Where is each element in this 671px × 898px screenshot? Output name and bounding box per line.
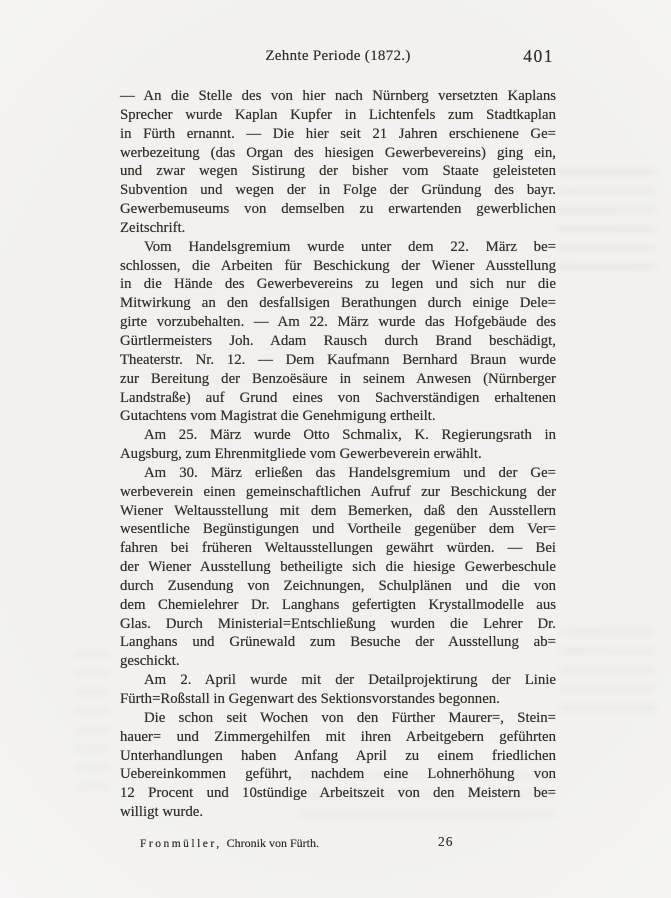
running-title: Zehnte Periode (1872.) — [265, 48, 411, 64]
text-line: in die Hände des Gewerbevereins zu legen und sich nur die — [120, 276, 556, 293]
text-line: dem Chemielehrer Dr. Langhans gefertigten Krystallmodelle aus — [120, 596, 556, 613]
paragraph — [120, 671, 556, 709]
text-line: Gürtlermeisters Joh. Adam Rausch durch Brand beschädigt, — [120, 332, 556, 349]
text-line: wesentliche Begünstigungen und Vortheile gegenüber dem Ver= — [120, 521, 556, 538]
ink-bleed-through — [560, 628, 655, 723]
text-line: Zeitschrift. — [120, 219, 186, 236]
text-line: Landstraße) auf Grund eines von Sachverständigen erhaltenen — [120, 389, 556, 406]
footer-author: Fronmüller, — [140, 838, 222, 850]
text-line: der Wiener Ausstellung betheiligte sich die hiesige Gewerbeschule — [120, 559, 556, 576]
text-line: geschickt. — [120, 653, 180, 670]
text-line: Die schon seit Wochen von den Fürther Maurer=, Stein= — [144, 709, 556, 726]
text-line: Glas. Durch Ministerial=Entschließung wurden die Lehrer Dr. — [120, 615, 556, 632]
ink-bleed-through — [558, 168, 656, 273]
body-text — [120, 87, 556, 822]
text-line: in Fürth ernannt. — Die hier seit 21 Jahren erschienene Ge= — [120, 125, 556, 142]
text-line: Vom Handelsgremium wurde unter dem 22. März be= — [144, 238, 556, 255]
text-line: Theaterstr. Nr. 12. — Dem Kaufmann Bernhard Braun wurde — [120, 351, 556, 368]
text-line: willigt wurde. — [120, 804, 204, 821]
text-line: Gutachtens vom Magistrat die Genehmigung ertheilt. — [120, 408, 436, 425]
text-line: Gewerbemuseums von demselben zu erwartenden gewerblichen — [120, 201, 556, 218]
text-line: Uebereinkommen geführt, nachdem eine Lohnerhöhung von — [120, 766, 556, 783]
text-line: werbezeitung (das Organ des hiesigen Gewerbevereins) ging ein, — [120, 144, 556, 161]
paragraph — [120, 238, 556, 426]
text-line: Sprecher wurde Kaplan Kupfer in Lichtenfels zum Stadtkaplan — [120, 106, 556, 123]
page-number: 401 — [523, 46, 554, 66]
text-line: Augsburg, zum Ehrenmitgliede vom Gewerbeverein erwählt. — [120, 446, 482, 463]
text-line: girte vorzubehalten. — Am 22. März wurde das Hofgebäude des — [120, 314, 556, 331]
text-line: durch Zusendung von Zeichnungen, Schulplänen und die von — [120, 577, 556, 594]
text-line: Subvention und wegen der in Folge der Gründung des bayr. — [120, 182, 556, 199]
text-line: Unterhandlungen haben Anfang April zu einem friedlichen — [120, 747, 556, 764]
text-line: Am 2. April wurde mit der Detailprojektirung der Linie — [144, 672, 556, 689]
text-line: 12 Procent und 10stündige Arbeitszeit von den Meistern be= — [120, 785, 556, 802]
text-line: hauer= und Zimmergehilfen mit ihren Arbeitgebern geführten — [120, 728, 556, 745]
footer-work-title: Chronik von Fürth. — [226, 836, 320, 850]
text-line: schlossen, die Arbeiten für Beschickung der Wiener Ausstellung — [120, 257, 556, 274]
text-line: Langhans und Grünewald zum Besuche der Ausstellung ab= — [120, 634, 556, 651]
text-line: Am 30. März erließen das Handelsgremium und der Ge= — [144, 464, 556, 481]
text-line: — An die Stelle des von hier nach Nürnberg versetzten Kaplans — [120, 88, 556, 104]
paragraph — [120, 87, 556, 238]
page-footer — [120, 836, 556, 854]
text-line: werbeverein einen gemeinschaftlichen Aufruf zur Beschickung der — [120, 483, 556, 500]
text-line: und zwar wegen Sistirung der bisher vom Staate geleisteten — [120, 163, 556, 180]
text-line: zur Bereitung der Benzoësäure in seinem Anwesen (Nürnberger — [120, 370, 556, 387]
sheet-signature-number: 26 — [438, 834, 454, 849]
page-header — [120, 46, 556, 68]
text-line: Am 25. März wurde Otto Schmalix, K. Regierungsrath in — [144, 427, 556, 444]
paragraph — [120, 464, 556, 671]
text-line: Fürth=Roßstall in Gegenwart des Sektionsvorstandes begonnen. — [120, 691, 500, 707]
paragraph — [120, 426, 556, 464]
text-line: Wiener Weltausstellung mit dem Bemerken, daß den Ausstellern — [120, 502, 556, 519]
ink-bleed-through — [75, 650, 110, 800]
text-line: fahren bei früheren Weltausstellungen gewährt würden. — Bei — [120, 540, 556, 557]
text-line: Mitwirkung an den desfallsigen Berathungen durch einige Dele= — [120, 295, 556, 312]
paragraph — [120, 709, 556, 822]
